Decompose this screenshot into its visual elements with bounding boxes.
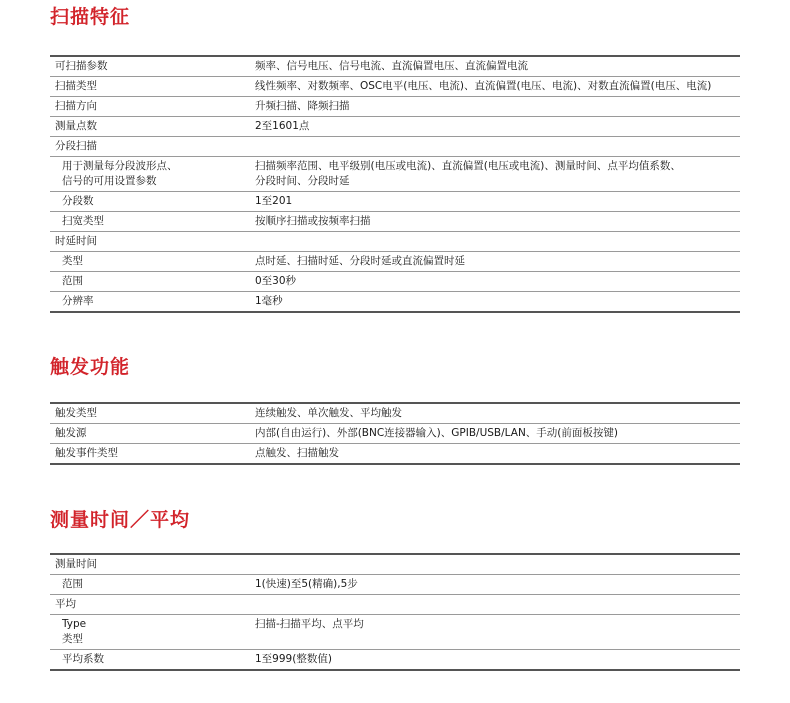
row-label: 用于测量每分段波形点、 信号的可用设置参数 (62, 160, 178, 187)
row-value: 扫描-扫描平均、点平均 (255, 618, 364, 630)
table-row (50, 292, 740, 313)
row-value: 0至30秒 (255, 275, 297, 287)
row-label: 平均 (55, 598, 76, 610)
row-value: 升频扫描、降频扫描 (255, 100, 350, 112)
table-row (50, 77, 740, 97)
table-row (50, 595, 740, 615)
table-row (50, 192, 740, 212)
row-value: 频率、信号电压、信号电流、直流偏置电压、直流偏置电流 (255, 60, 528, 72)
row-value: 内部(自由运行)、外部(BNC连接器输入)、GPIB/USB/LAN、手动(前面板按键) (255, 427, 618, 439)
table-row (50, 212, 740, 232)
row-value: 扫描频率范围、电平级别(电压或电流)、直流偏置(电压或电流)、测量时间、点平均值系数、 分段时间、分段时延 (255, 160, 681, 187)
row-value: 2至1601点 (255, 120, 310, 132)
row-label: 触发类型 (55, 407, 97, 419)
row-value: 1至999(整数值) (255, 653, 332, 665)
table-row (50, 97, 740, 117)
table-row (50, 650, 740, 671)
row-label: 扫描类型 (55, 80, 97, 92)
table-row (50, 56, 740, 77)
section-measurement-time-average (50, 505, 740, 671)
row-label: 触发源 (55, 427, 87, 439)
row-label: 扫宽类型 (62, 215, 104, 227)
row-value: 连续触发、单次触发、平均触发 (255, 407, 402, 419)
row-value: 点时延、扫描时延、分段时延或直流偏置时延 (255, 255, 465, 267)
table-row (50, 137, 740, 157)
section-title: 触发功能 (50, 356, 131, 378)
row-label: 分段扫描 (55, 140, 97, 152)
row-label: 平均系数 (62, 653, 104, 665)
row-value: 1毫秒 (255, 295, 283, 307)
spec-table (50, 402, 740, 465)
row-value (251, 595, 740, 615)
table-row (50, 403, 740, 424)
section-title: 测量时间／平均 (50, 509, 191, 531)
row-value: 线性频率、对数频率、OSC电平(电压、电流)、直流偏置(电压、电流)、对数直流偏置(电压、电流) (255, 80, 712, 92)
row-label: 类型 (62, 255, 83, 267)
table-row (50, 232, 740, 252)
row-label: 范围 (62, 578, 83, 590)
row-label: 分段数 (62, 195, 94, 207)
table-row (50, 554, 740, 575)
row-value: 按顺序扫描或按频率扫描 (255, 215, 371, 227)
row-label: 可扫描参数 (55, 60, 108, 72)
table-row (50, 424, 740, 444)
row-label: 测量时间 (55, 558, 97, 570)
row-value: 1至201 (255, 195, 293, 207)
row-label: 范围 (62, 275, 83, 287)
table-row (50, 252, 740, 272)
table-row (50, 117, 740, 137)
table-row (50, 272, 740, 292)
row-value (251, 554, 740, 575)
spec-table (50, 55, 740, 313)
row-label: 时延时间 (55, 235, 97, 247)
section-title: 扫描特征 (50, 6, 131, 28)
row-label: 分辨率 (62, 295, 94, 307)
row-label: Type 类型 (62, 618, 87, 645)
section-trigger-functions (50, 352, 740, 465)
row-value (251, 137, 740, 157)
section-scan-features (50, 2, 740, 313)
row-value: 1(快速)至5(精确),5步 (255, 578, 358, 590)
table-row (50, 157, 740, 192)
row-value: 点触发、扫描触发 (255, 447, 339, 459)
row-label: 扫描方向 (55, 100, 97, 112)
table-row (50, 444, 740, 465)
row-value (251, 232, 740, 252)
table-row (50, 615, 740, 650)
row-label: 测量点数 (55, 120, 97, 132)
spec-table (50, 553, 740, 671)
table-row (50, 575, 740, 595)
row-label: 触发事件类型 (55, 447, 118, 459)
